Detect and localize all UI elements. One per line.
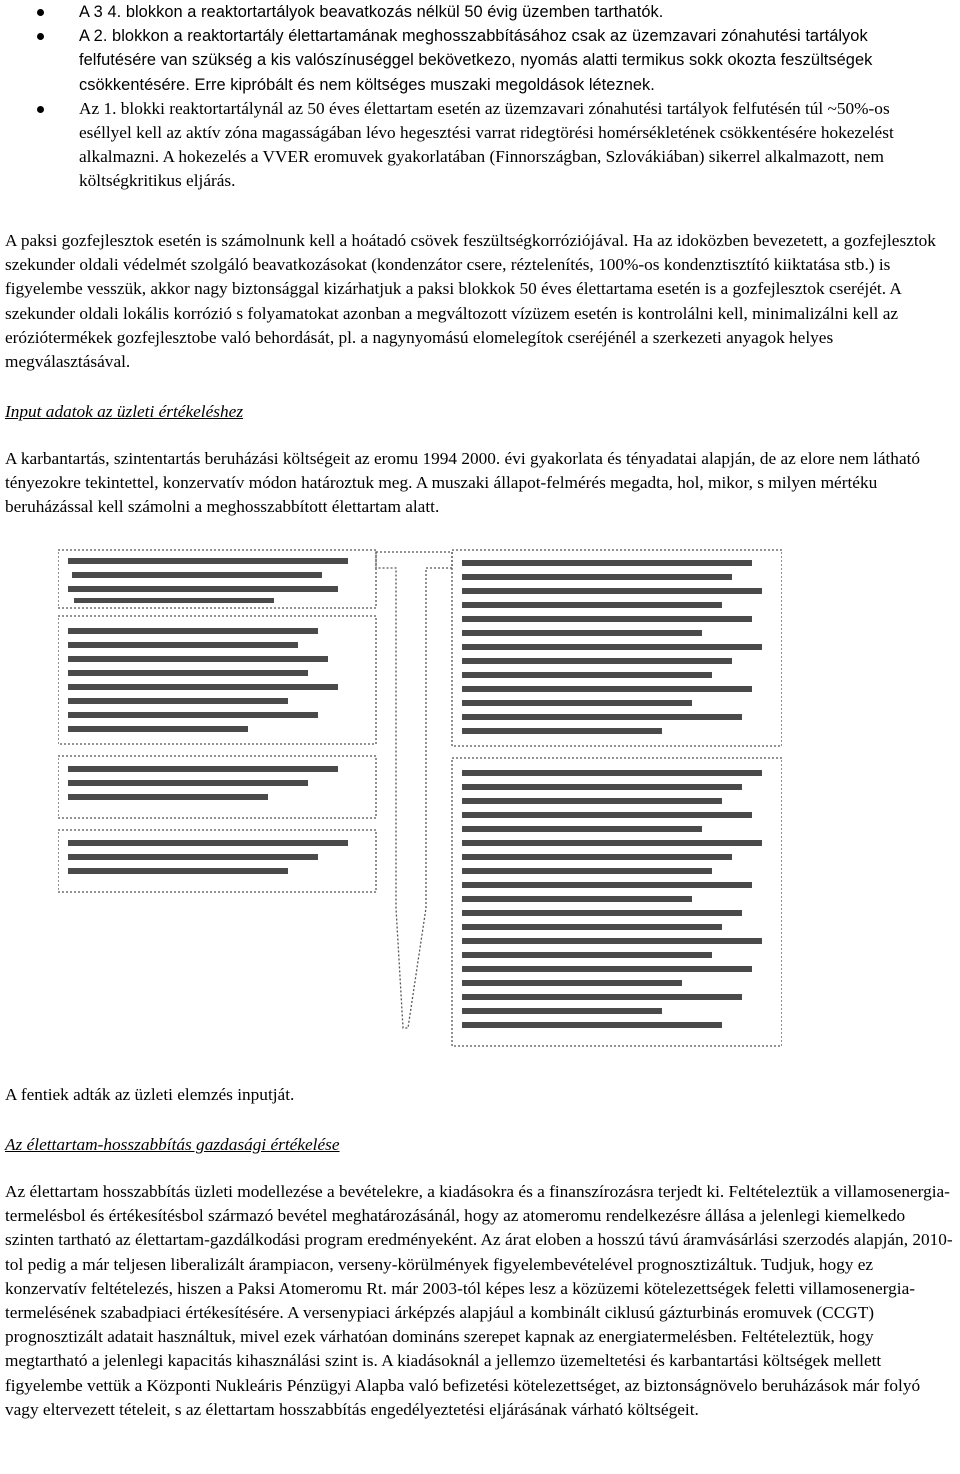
bullet-text: A 2. blokkon a reaktortartály élettartamának meghosszabbításához csak az üzemzavari zónahutési tartályok felfutésére van szükség a kis valószínuséggel bekövetkezo, nyomás alatti termikus sokk okozta feszültségek csökkentésére. Erre kipróbált és nem költséges muszaki megoldások léteznek. bbox=[79, 27, 873, 94]
bullet-item-3 bbox=[0, 97, 960, 194]
bullet-dot-icon bbox=[37, 9, 44, 16]
bullet-text: Az 1. blokki reaktortartálynál az 50 éves élettartam esetén az üzemzavari zónahutési tartályok felfutésén túl ~50%-os eséllyel kell az aktív zóna magasságában lévo hegesztési varrat ridegtörési homérsékletének csökkentésére hokezelést alkalmazni. A hokezelés a VVER eromuvek gyakorlatában (Finnországban, Szlovákiában) sikerrel alkalmazott, nem költségkritikus eljárás. bbox=[79, 98, 894, 191]
section-heading-input-data: Input adatok az üzleti értékeléshez bbox=[5, 402, 244, 421]
diagram-box-4 bbox=[58, 830, 376, 892]
diagram-center-column bbox=[376, 552, 452, 1028]
scanned-diagram bbox=[58, 548, 782, 1048]
bullet-text: A 3 4. blokkon a reaktortartályok beavatkozás nélkül 50 évig üzemben tarthatók. bbox=[79, 3, 664, 21]
diagram-box-3 bbox=[58, 756, 376, 818]
bullet-item-2 bbox=[0, 24, 960, 97]
section-heading-economic-evaluation: Az élettartam-hosszabbítás gazdasági értékelése bbox=[5, 1135, 340, 1154]
bullet-item-1 bbox=[0, 0, 960, 24]
diagram-text-marks bbox=[68, 558, 762, 1028]
paragraph-steam-generators: A paksi gozfejlesztok esetén is számolnunk kell a hoátadó csövek feszültségkorróziójával. Ha az idoközben bevezetett, a gozfejlesztok szekunder oldali védelmét szolgáló beavatkozásokat (kondenzátor csere, réztelenítés, 100%-os kondenztisztító kiiktatása stb.) is figyelembe vesszük, akkor nagy biztonsággal kizárhatjuk a paksi blokkok 50 éves élettartama esetén is a gozfejlesztok cseréjét. A szekunder oldali lokális korrózió s folyamatokat azonban a megváltozott vízüzem esetén is kontrolálni kell, minimalizálni kell az eróziótermékek gozfejlesztobe való behordását, pl. a nagynyomású elomelegítok cseréjénél a szerkezeti anyagok helyes megválasztásával. bbox=[5, 231, 936, 372]
paragraph-business-model: Az élettartam hosszabbítás üzleti modellezése a bevételekre, a kiadásokra és a finanszírozásra terjedt ki. Feltételeztük a villamosenergia-termelésbol és értékesítésbol származó bevétel meghatározásánál, hogy az atomeromu rendelkezésre állása a jelenlegi kiemelkedo szinten tartható az élettartam-gazdálkodási program eredményeként. Az árat eloben a hosszú távú áramvásárlási szerzodés alapján, 2010-tol pedig a már teljesen liberalizált árampiacon, verseny-körülmények figyelembevételével prognosztizáltuk. Tudjuk, hogy ez konzervatív feltételezés, hiszen a Paksi Atomeromu Rt. már 2003-tól képes lesz a közüzemi kötelezettségek feletti villamosenergia-termelésének szabadpiaci értékesítésére. A versenypiaci árképzés alapjául a kombinált ciklusú gázturbinás eromuvek (CCGT) prognosztizált adatait használtuk, mivel ezek várhatóan domináns szerepet kapnak az energiatermelésben. Feltételeztük, hogy megtartható a jelenlegi kapacitás kihasználási szint is. A kiadásoknál a jellemzo üzemeltetési és karbantartási költségek mellett figyelembe vettük a Központi Nukleáris Pénzügyi Alapba való befizetési kötelezettséget, az biztonságnövelo beruházások már folyó vagy eltervezett tételeit, s az élettartam hosszabbítás engedélyeztetési eljárásának várható költségeit. bbox=[5, 1182, 953, 1419]
diagram-box-2 bbox=[58, 616, 376, 744]
paragraph-inputs-summary: A fentiek adták az üzleti elemzés inputját. bbox=[5, 1085, 295, 1104]
scanned-diagram-placeholder-icon bbox=[58, 548, 782, 1048]
bullet-list bbox=[0, 0, 960, 194]
bullet-dot-icon bbox=[37, 106, 44, 113]
bullet-dot-icon bbox=[37, 33, 44, 40]
paragraph-maintenance-costs: A karbantartás, szintentartás beruházási költségeit az eromu 1994 2000. évi gyakorlata és tényadatai alapján, de az elore nem látható tényezokre tekintettel, konzervatív módon határoztuk meg. A muszaki állapot-felmérés megadta, hol, mikor, s milyen mértéku beruházással kell számolni a meghosszabbított élettartam alatt. bbox=[5, 449, 921, 517]
